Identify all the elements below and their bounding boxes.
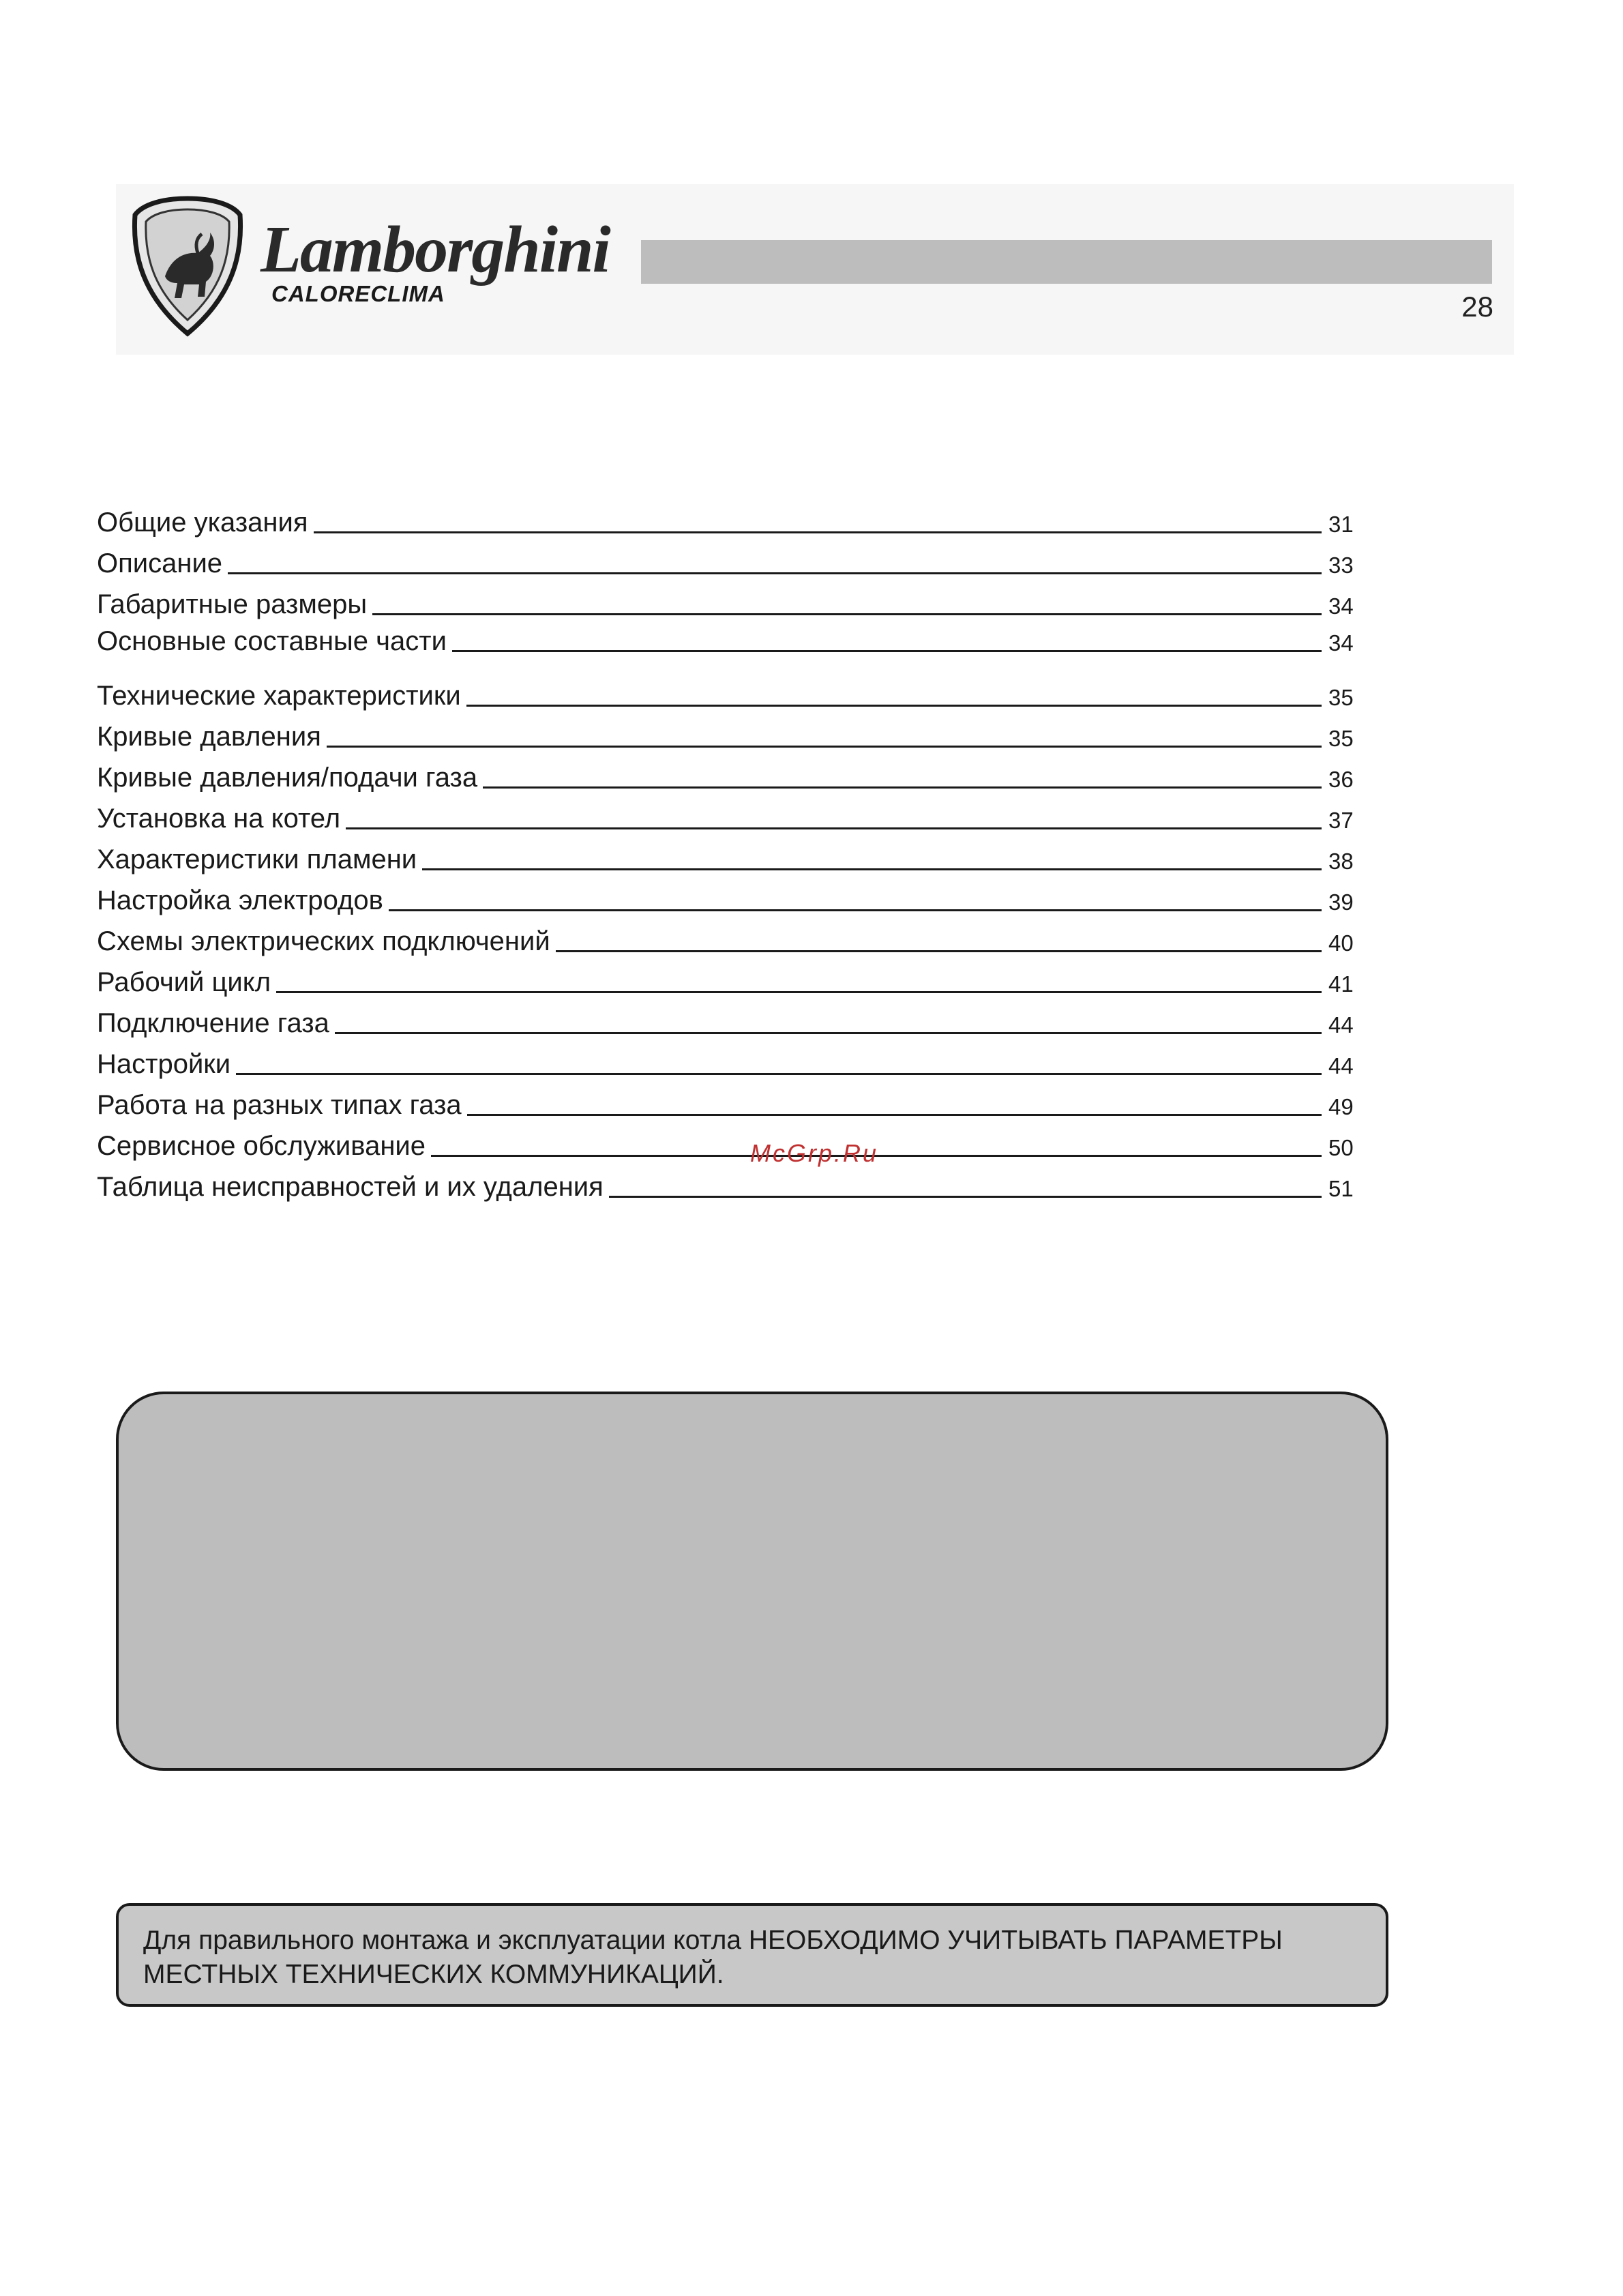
toc-leader-line <box>609 1196 1322 1198</box>
toc-entry[interactable] <box>97 583 1367 621</box>
brand-subtitle: CALORECLIMA <box>271 281 445 306</box>
toc-leader-line <box>452 650 1322 652</box>
toc-entry-page: 31 <box>1328 512 1354 537</box>
toc-entry[interactable] <box>97 1042 1367 1080</box>
toc-entry-title: Основные составные части <box>97 626 447 656</box>
toc-entry-title: Характеристики пламени <box>97 844 417 874</box>
toc-entry-page: 41 <box>1328 971 1354 997</box>
toc-leader-line <box>314 531 1322 533</box>
toc-entry[interactable] <box>97 919 1367 958</box>
toc-entry[interactable] <box>97 619 1367 658</box>
toc-leader-line <box>327 746 1322 748</box>
toc-entry[interactable] <box>97 1165 1367 1203</box>
toc-entry[interactable] <box>97 1124 1367 1162</box>
toc-entry[interactable] <box>97 960 1367 999</box>
toc-entry[interactable] <box>97 715 1367 753</box>
toc-entry[interactable] <box>97 756 1367 794</box>
toc-leader-line <box>483 786 1322 789</box>
bull-shield-icon <box>130 194 245 338</box>
toc-entry-page: 40 <box>1328 930 1354 956</box>
toc-entry-title: Установка на котел <box>97 804 341 834</box>
toc-entry-title: Кривые давления <box>97 722 321 752</box>
toc-entry-page: 34 <box>1328 593 1354 619</box>
toc-entry-title: Сервисное обслуживание <box>97 1131 426 1161</box>
brand-name: Lamborghini <box>260 213 610 286</box>
toc-entry-page: 50 <box>1328 1135 1354 1160</box>
toc-entry-title: Подключение газа <box>97 1008 329 1038</box>
toc-entry[interactable] <box>97 1001 1367 1040</box>
toc-entry-title: Рабочий цикл <box>97 967 271 997</box>
notice-line-2: МЕСТНЫХ ТЕХНИЧЕСКИХ КОММУНИКАЦИЙ. <box>143 1960 724 1989</box>
toc-entry-title: Габаритные размеры <box>97 589 368 619</box>
toc-entry[interactable] <box>97 542 1367 580</box>
gray-panel <box>116 1392 1388 1771</box>
watermark: McGrp.Ru <box>750 1139 879 1167</box>
toc-entry[interactable] <box>97 674 1367 712</box>
toc-entry-page: 49 <box>1328 1094 1354 1119</box>
toc-entry-page: 38 <box>1328 849 1354 874</box>
toc-leader-line <box>346 827 1322 829</box>
toc-entry-page: 37 <box>1328 808 1354 833</box>
toc-leader-line <box>236 1073 1322 1075</box>
toc-leader-line <box>335 1032 1322 1034</box>
toc-leader-line <box>372 613 1322 615</box>
toc-entry-title: Работа на разных типах газа <box>97 1090 462 1120</box>
toc-entry[interactable] <box>97 1083 1367 1121</box>
toc-entry-page: 33 <box>1328 553 1354 578</box>
toc-entry-title: Технические характеристики <box>97 681 461 711</box>
toc-entry[interactable] <box>97 879 1367 917</box>
notice-line-1: Для правильного монтажа и эксплуатации котла НЕОБХОДИМО УЧИТЫВАТЬ ПАРАМЕТРЫ <box>143 1926 1283 1955</box>
toc-entry-page: 39 <box>1328 889 1354 915</box>
toc-entry-title: Описание <box>97 548 223 578</box>
toc-entry-title: Таблица неисправностей и их удаления <box>97 1172 604 1202</box>
toc-leader-line <box>467 1114 1322 1116</box>
toc-entry-page: 51 <box>1328 1176 1354 1201</box>
toc-entry-page: 35 <box>1328 685 1354 710</box>
header-bar <box>641 240 1492 284</box>
toc-entry-page: 35 <box>1328 726 1354 751</box>
toc-entry-title: Кривые давления/подачи газа <box>97 763 478 793</box>
toc-entry-page: 44 <box>1328 1053 1354 1078</box>
toc-entry-page: 34 <box>1328 630 1354 656</box>
toc-leader-line <box>228 572 1322 574</box>
toc-leader-line <box>422 868 1322 870</box>
toc-entry-title: Настройки <box>97 1049 231 1079</box>
toc-entry[interactable] <box>97 838 1367 876</box>
toc-entry[interactable] <box>97 501 1367 539</box>
toc-entry[interactable] <box>97 797 1367 835</box>
toc-leader-line <box>389 909 1322 911</box>
toc-entry-page: 36 <box>1328 767 1354 792</box>
toc-leader-line <box>556 950 1322 952</box>
toc-leader-line <box>276 991 1322 993</box>
page-number: 28 <box>1461 291 1493 323</box>
toc-entry-title: Схемы электрических подключений <box>97 926 550 956</box>
notice-box <box>116 1903 1388 2007</box>
toc-entry-page: 44 <box>1328 1012 1354 1037</box>
toc-entry-title: Настройка электродов <box>97 885 383 915</box>
toc-entry-title: Общие указания <box>97 507 308 538</box>
toc-leader-line <box>466 705 1322 707</box>
